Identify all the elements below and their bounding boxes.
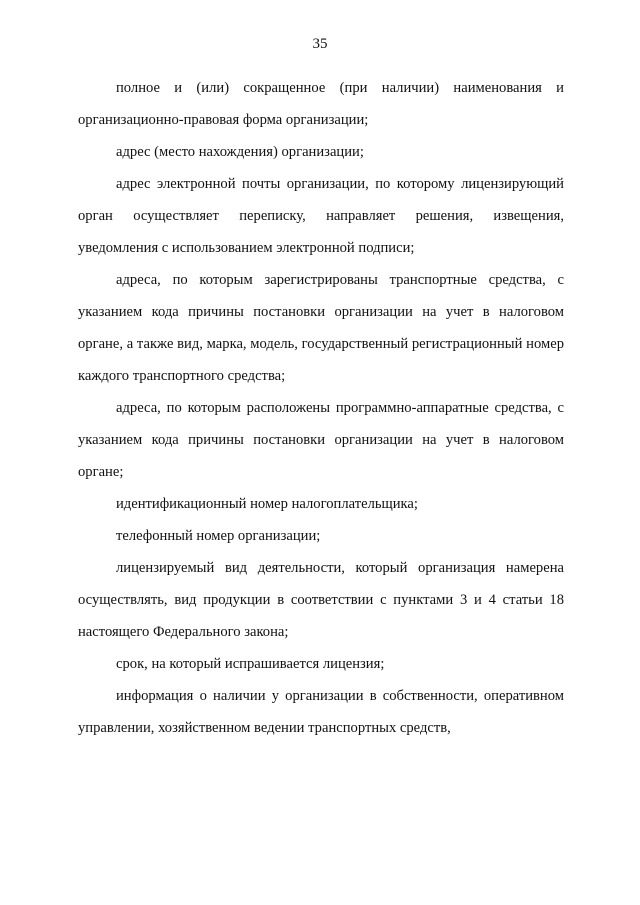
paragraph-vehicle-ownership: информация о наличии у организации в собственности, оперативном управлении, хозяйственном ведении транспортных средств, xyxy=(78,688,564,736)
paragraph-license-term: срок, на который испрашивается лицензия; xyxy=(116,656,385,672)
paragraph-organization-address: адрес (место нахождения) организации; xyxy=(116,144,364,160)
paragraph-phone-number: телефонный номер организации; xyxy=(116,528,321,544)
paragraph-taxpayer-id: идентификационный номер налогоплательщика; xyxy=(116,496,418,512)
document-body xyxy=(78,72,564,744)
paragraph-hardware-addresses: адреса, по которым расположены программно-аппаратные средства, с указанием кода причины постановки организации на учет в налоговом органе; xyxy=(78,400,564,480)
paragraph-vehicle-addresses: адреса, по которым зарегистрированы транспортные средства, с указанием кода причины постановки организации на учет в налоговом органе, а также вид, марка, модель, государственный регистрационный номер каждого транспортного средства; xyxy=(78,272,564,384)
paragraph-licensed-activity: лицензируемый вид деятельности, который организация намерена осуществлять, вид продукции в соответствии с пунктами 3 и 4 статьи 18 настоящего Федерального закона; xyxy=(78,560,564,640)
paragraph-organization-name: полное и (или) сокращенное (при наличии) наименования и организационно-правовая форма организации; xyxy=(78,80,564,128)
page-number: 35 xyxy=(312,36,328,52)
paragraph-email-address: адрес электронной почты организации, по которому лицензирующий орган осуществляет переписку, направляет решения, извещения, уведомления с использованием электронной подписи; xyxy=(78,176,564,256)
